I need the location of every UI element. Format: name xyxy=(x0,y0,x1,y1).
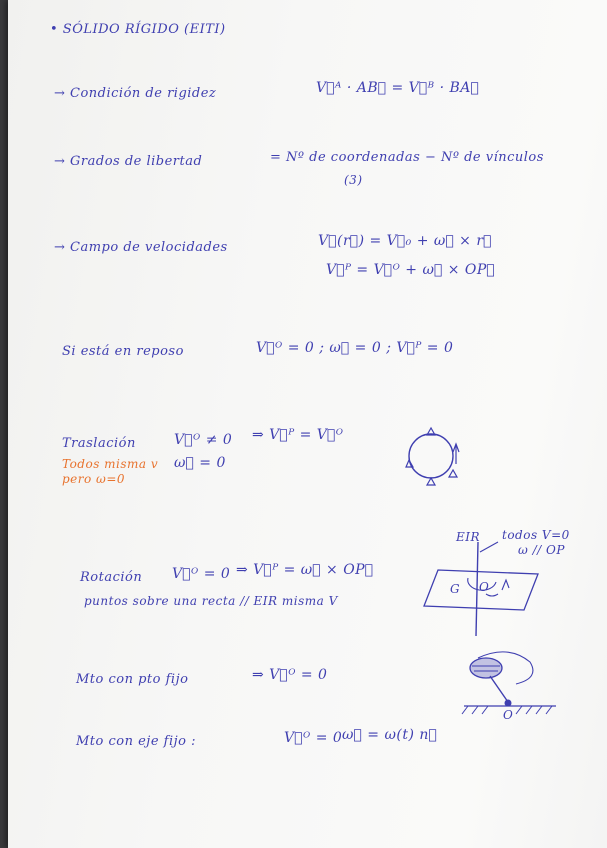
rotation-result: ⇒ V⃗ᴾ = ω⃗ × OP⃗ xyxy=(236,562,374,578)
rotation-center-label: G xyxy=(450,582,461,596)
fixed-axis-formula-2: ω⃗ = ω(t) n⃗ xyxy=(342,727,438,743)
fixed-axis-label: Mto con eje fijo : xyxy=(76,734,196,749)
translation-note-2: pero ω=0 xyxy=(62,472,126,486)
rigidity-formula: V⃗ᴬ · AB⃗ = V⃗ᴮ · BA⃗ xyxy=(316,80,480,96)
rotation-axis-label: EIR xyxy=(456,530,481,544)
fixed-point-formula: ⇒ V⃗ᴼ = 0 xyxy=(252,667,328,683)
rotation-label: Rotación xyxy=(80,570,143,585)
fixed-point-label: Mto con pto fijo xyxy=(76,672,189,687)
translation-result: ⇒ V⃗ᴾ = V⃗ᴼ xyxy=(252,427,344,443)
velocity-field-formula-2: V⃗ᴾ = V⃗ᴼ + ω⃗ × OP⃗ xyxy=(326,262,496,278)
rotation-axis-note-2: ω // OP xyxy=(518,543,565,557)
fixed-axis-formula-1: V⃗ᴼ = 0 xyxy=(284,730,343,746)
rest-label: Si está en reposo xyxy=(62,344,184,359)
dof-value: (3) xyxy=(344,173,363,187)
notebook-page xyxy=(8,0,607,848)
translation-note-1: Todos misma v xyxy=(62,457,159,471)
velocity-field-formula-1: V⃗(r⃗) = V⃗₀ + ω⃗ × r⃗ xyxy=(318,233,492,249)
translation-label: Traslación xyxy=(62,436,136,451)
translation-sketch xyxy=(403,420,473,490)
velocity-field-label: → Campo de velocidades xyxy=(54,240,228,255)
translation-cond-2: ω⃗ = 0 xyxy=(174,455,226,471)
fixed-point-point-label: O xyxy=(503,708,514,722)
translation-cond-1: V⃗ᴼ ≠ 0 xyxy=(174,432,233,448)
rotation-axis-note-1: todos V=0 xyxy=(502,528,570,542)
dof-formula: = Nº de coordenadas − Nº de vínculos xyxy=(270,150,544,165)
rotation-note: puntos sobre una recta // EIR misma V xyxy=(84,594,338,608)
rest-formula: V⃗ᴼ = 0 ; ω⃗ = 0 ; V⃗ᴾ = 0 xyxy=(256,340,454,356)
dof-label: → Grados de libertad xyxy=(54,154,203,169)
rotation-point-label: O xyxy=(479,580,490,594)
rigidity-label: → Condición de rigidez xyxy=(54,86,217,101)
page-title: • SÓLIDO RÍGIDO (EITI) xyxy=(50,22,226,37)
rotation-cond: V⃗ᴼ = 0 xyxy=(172,566,231,582)
